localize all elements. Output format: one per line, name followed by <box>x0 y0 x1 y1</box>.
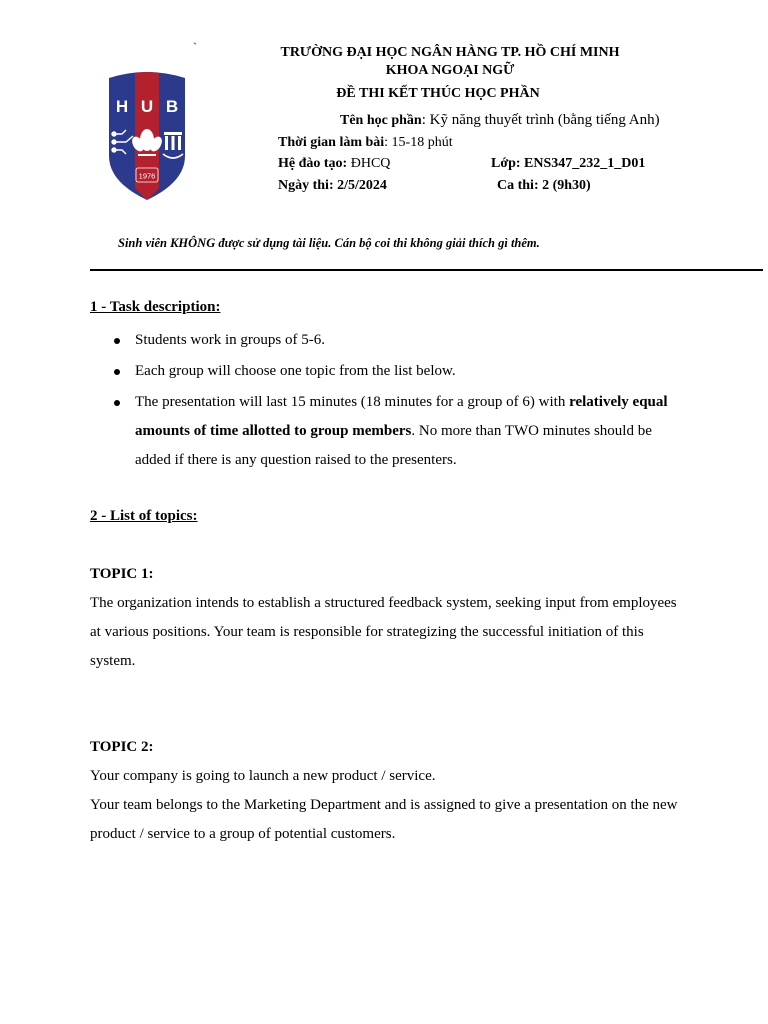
logo-letter-u: U <box>140 97 154 116</box>
course-label: Tên học phần <box>340 113 422 128</box>
bullet-icon <box>114 369 120 375</box>
logo-letter-b: B <box>165 97 179 116</box>
bullet-icon <box>114 338 120 344</box>
duration-label: Thời gian làm bài <box>278 135 385 150</box>
list-item: Each group will choose one topic from the list below. <box>90 357 690 386</box>
exam-title: ĐỀ THI KẾT THÚC HỌC PHẦN <box>336 86 540 101</box>
topic2-line2: Your team belongs to the Marketing Department and is assigned to give a presentation on the new product / service to a group of potential customers. <box>90 797 678 842</box>
university-name: TRƯỜNG ĐẠI HỌC NGÂN HÀNG TP. HỒ CHÍ MINH <box>280 45 620 60</box>
class-line: Lớp: ENS347_232_1_D01 <box>491 156 646 171</box>
program-label: Hệ đào tạo: <box>278 156 348 171</box>
task-list <box>90 326 690 477</box>
topics-heading: 2 - List of topics: <box>90 508 198 524</box>
duration-value: : 15-18 phút <box>384 135 453 150</box>
exam-date: Ngày thi: 2/5/2024 <box>278 178 387 193</box>
list-item: The presentation will last 15 minutes (18 minutes for a group of 6) with relatively equal amounts of time allotted to group members. No more than TWO minutes should be added if there is any question raised to the presenters. <box>90 388 690 475</box>
bullet-icon <box>114 400 120 406</box>
exam-notice: Sinh viên KHÔNG được sử dụng tài liệu. Cán bộ coi thi không giải thích gì thêm. <box>118 236 540 250</box>
course-line <box>340 112 660 129</box>
hub-logo <box>106 70 188 202</box>
duration-line <box>278 135 453 151</box>
topic1-text: The organization intends to establish a structured feedback system, seeking input from employees at various positions. Your team is responsible for strategizing the successful initiation of this system. <box>90 595 677 669</box>
topic2-title: TOPIC 2: <box>90 739 154 755</box>
task-heading: 1 - Task description: <box>90 299 221 315</box>
tick-mark: ` <box>193 40 197 54</box>
course-value: : Kỹ năng thuyết trình (bằng tiếng Anh) <box>421 112 660 128</box>
topic2-line1: Your company is going to launch a new product / service. <box>90 768 436 784</box>
program-line <box>278 156 390 172</box>
list-item: Students work in groups of 5-6. <box>90 326 690 355</box>
topic1-title: TOPIC 1: <box>90 566 154 582</box>
logo-letter-h: H <box>115 97 129 116</box>
program-value: ĐHCQ <box>347 156 391 171</box>
divider <box>90 269 763 271</box>
faculty-name: KHOA NGOẠI NGỮ <box>385 63 515 78</box>
logo-year: 1976 <box>138 171 156 181</box>
exam-session: Ca thi: 2 (9h30) <box>497 178 591 193</box>
